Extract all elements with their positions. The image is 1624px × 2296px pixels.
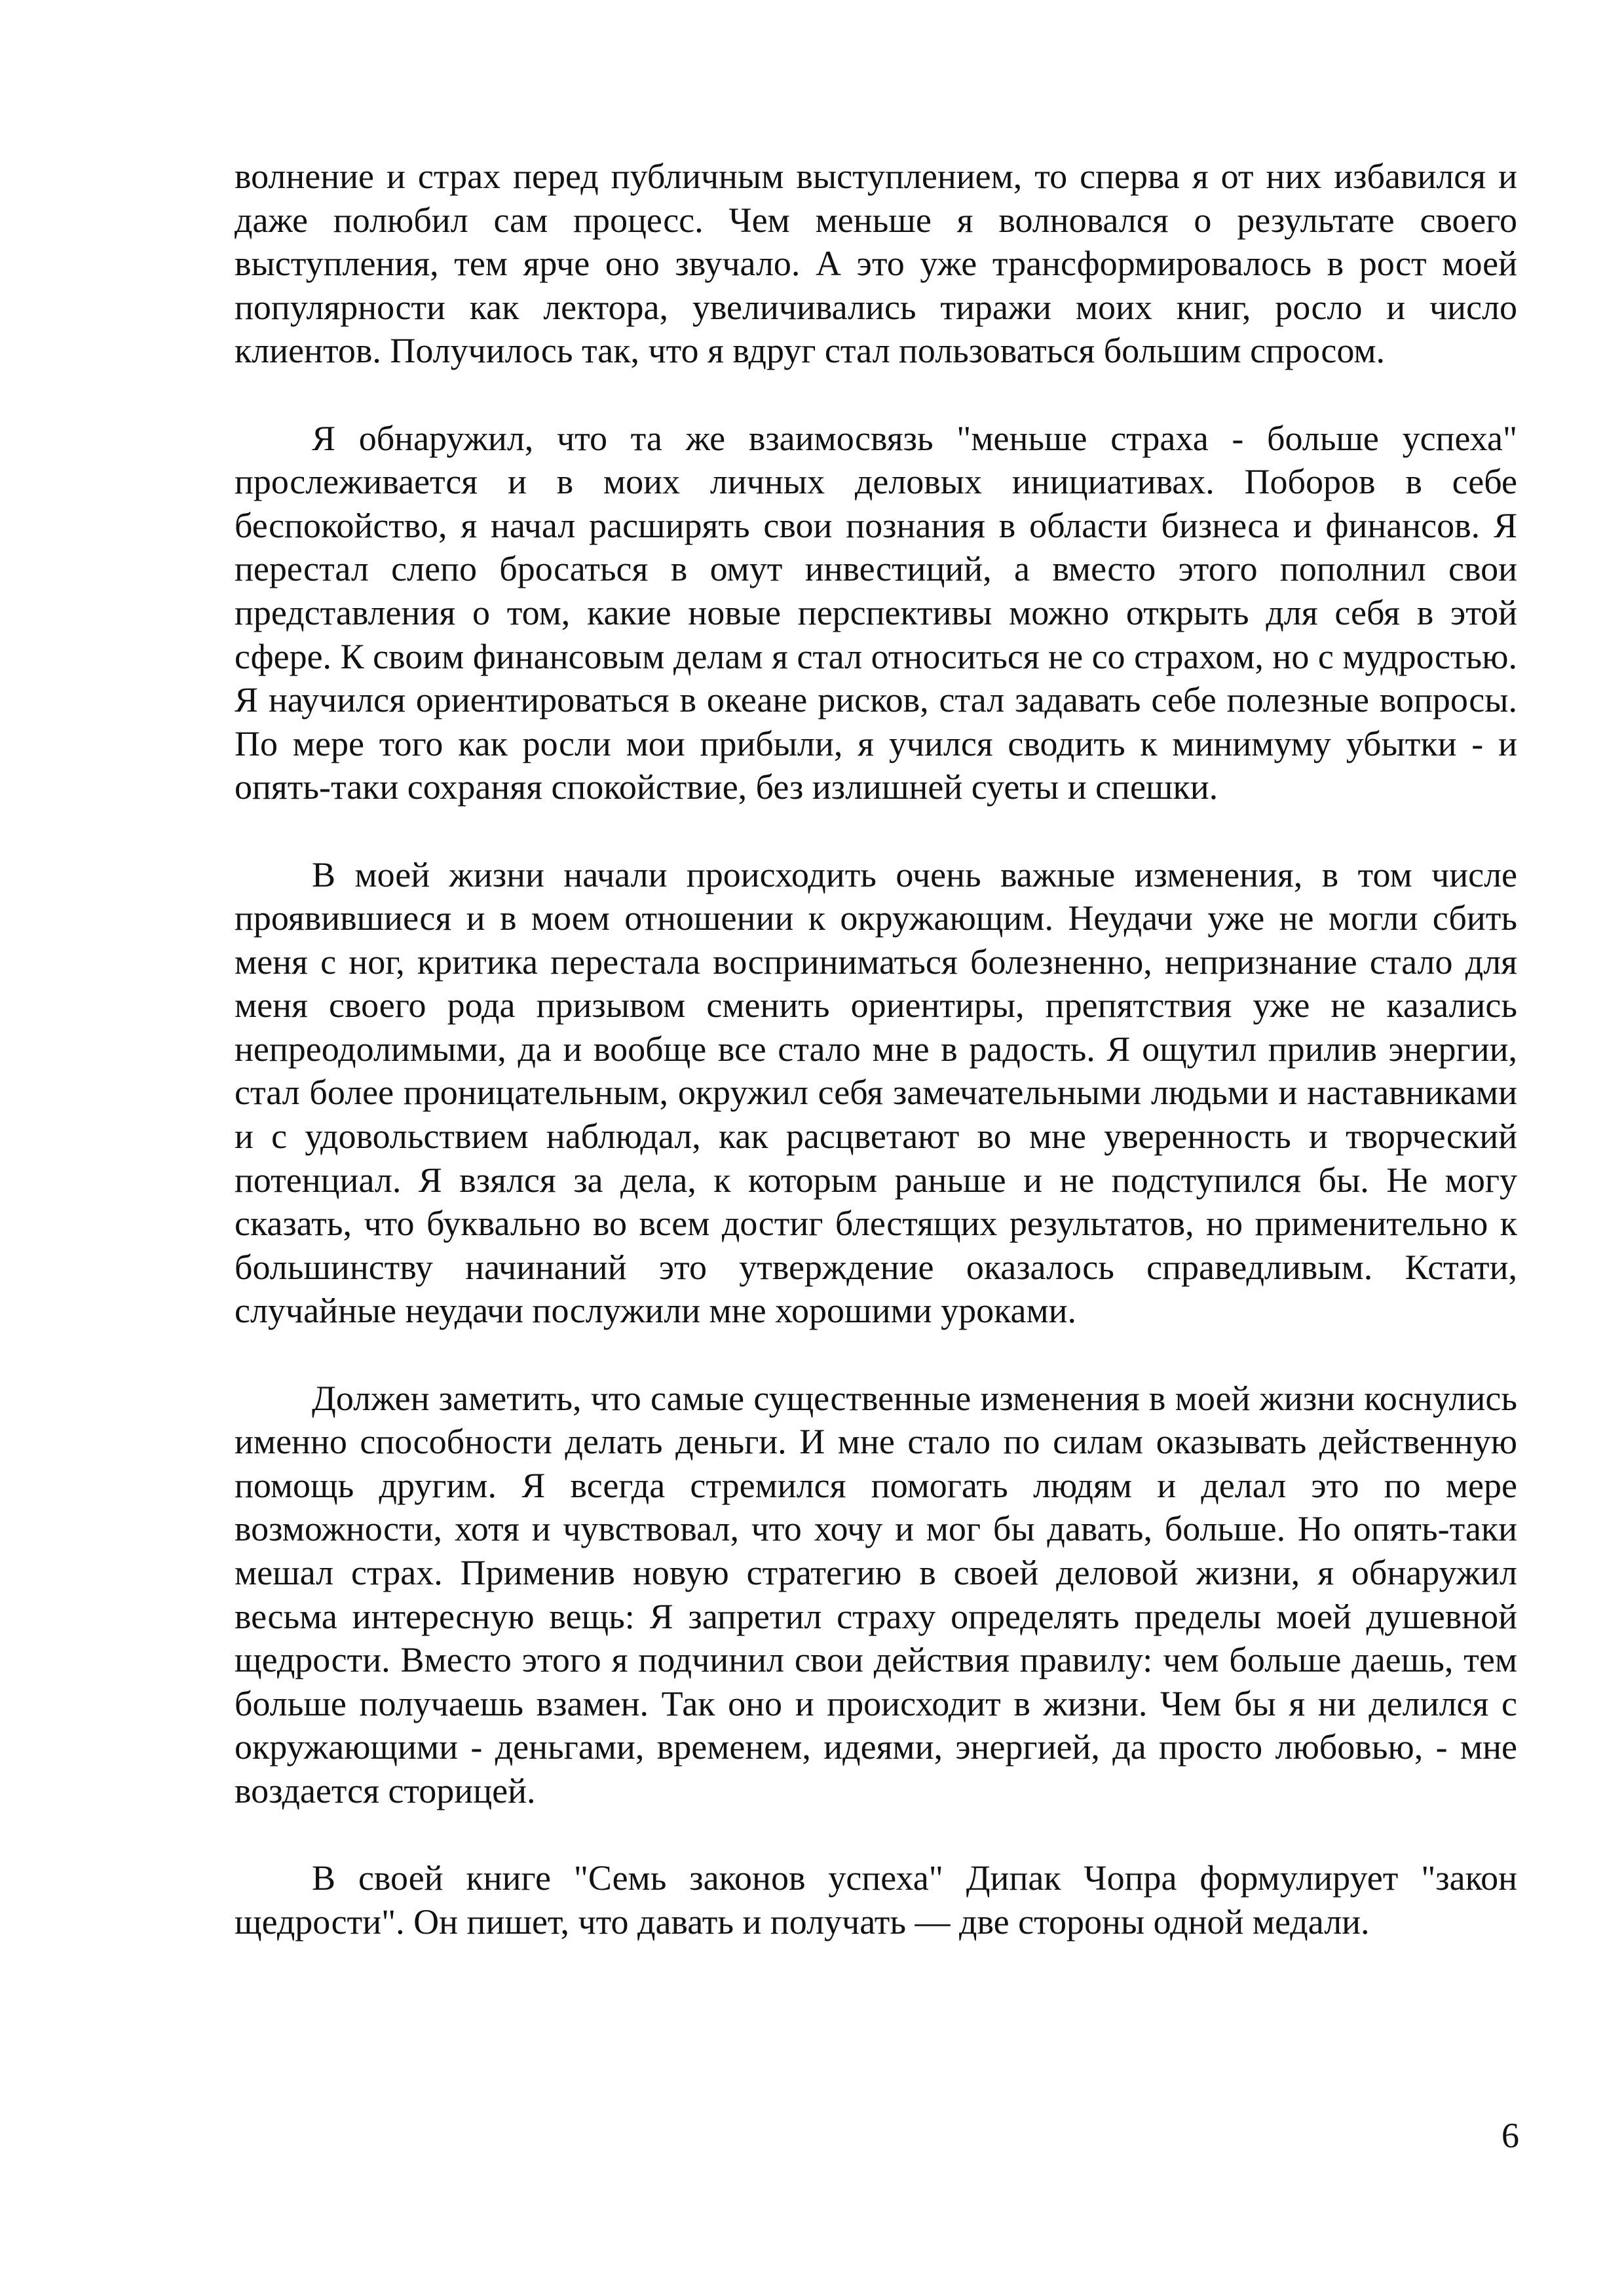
paragraph-4: Должен заметить, что самые существенные изменения в моей жизни коснулись именно способности делать деньги. И мне стало по силам оказывать действенную помощь другим. Я всегда стремился помогать людям и делал это по мере возможности, хотя и чувствовал, что хочу и мог бы давать, больше. Но опять-таки мешал страх. Применив новую стратегию в своей деловой жизни, я обнаружил весьма интересную вещь: Я запретил страху определять пределы моей душевной щедрости. Вместо этого я подчинил свои действия правилу: чем больше даешь, тем больше получаешь взамен. Так оно и происходит в жизни. Чем бы я ни делился с окружающими - деньгами, временем, идеями, энергией, да просто любовью, - мне воздается сторицей. [235, 1378, 1517, 1810]
paragraph-3: В моей жизни начали происходить очень важные изменения, в том числе проявившиеся и в моем отношении к окружающим. Неудачи уже не могли сбить меня с ног, критика перестала восприниматься болезненно, непризнание стало для меня своего рода призывом сменить ориентиры, препятствия уже не казались непреодолимыми, да и вообще все стало мне в радость. Я ощутил прилив энергии, стал более проницательным, окружил себя замечательными людьми и наставниками и с удовольствием наблюдал, как расцветают во мне уверенность и творческий потенциал. Я взялся за дела, к которым раньше и не подступился бы. Не могу сказать, что буквально во всем достиг блестящих результатов, но применительно к большинству начинаний это утверждение оказалось справедливым. Кстати, случайные неудачи послужили мне хорошими уроками. [235, 854, 1517, 1331]
paragraph-2: Я обнаружил, что та же взаимосвязь "меньше страха - больше успеха" прослеживается и в моих личных деловых инициативах. Поборов в себе беспокойство, я начал расширять свои познания в области бизнеса и финансов. Я перестал слепо бросаться в омут инвестиций, а вместо этого пополнил свои представления о том, какие новые перспективы можно открыть для себя в этой сфере. К своим финансовым делам я стал относиться не со страхом, но с мудростью. Я научился ориентироваться в океане рисков, стал задавать себе полезные вопросы. По мере того как росли мои прибыли, я учился сводить к минимуму убытки - и опять-таки сохраняя спокойствие, без излишней суеты и спешки. [235, 418, 1517, 807]
paragraph-5: В своей книге "Семь законов успеха" Дипак Чопра формулирует "закон щедрости". Он пишет, что давать и получать — две стороны одной медали. [235, 1858, 1517, 1942]
page-number: 6 [1501, 2116, 1519, 2155]
paragraph-1: волнение и страх перед публичным выступлением, то сперва я от них избавился и даже полюбил сам процесс. Чем меньше я волновался о результате своего выступления, тем ярче оно звучало. А это уже трансформировалось в рост моей популярности как лектора, увеличивались тиражи моих книг, росло и число клиентов. Получилось так, что я вдруг стал пользоваться большим спросом. [235, 157, 1517, 371]
body-text [235, 155, 1517, 1943]
